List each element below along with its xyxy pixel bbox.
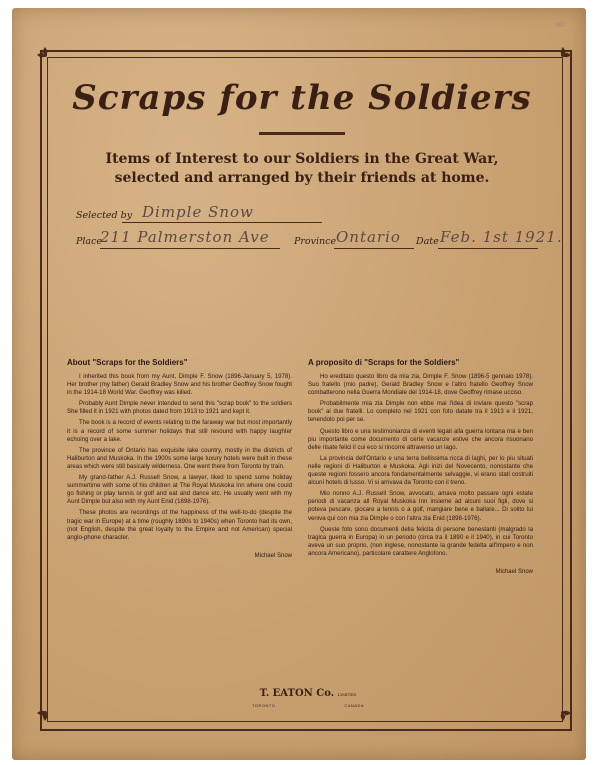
date-line <box>438 248 538 249</box>
italian-signature: Michael Snow <box>495 568 533 575</box>
province-line <box>334 248 414 249</box>
english-paragraph: These photos are recordings of the happiness of the well-to-do (despite the tragic war in Europe) at a time (roughly 1890s to 1940s) when Toronto had its own, (not English, despite the great loyalty to the Empire and not American) special anglo-phone character. <box>67 509 292 541</box>
selected-by-label: Selected by <box>76 210 133 221</box>
publisher-imprint <box>258 688 358 699</box>
fleur-corner-icon <box>34 702 56 724</box>
selected-by-line <box>122 222 322 223</box>
place-value: 211 Palmerston Ave <box>100 228 270 246</box>
english-heading: About "Scraps for the Soldiers" <box>67 358 188 367</box>
book-cover <box>12 8 586 760</box>
selected-by-value: Dimple Snow <box>142 203 254 221</box>
english-paragraph: My grand-father A.J. Russell Snow, a lawyer, liked to spend some holiday summertime with some of his children at The Royal Muskoka Inn where one could go fishing or play tennis or golf and eat and dance etc. He usually went with my Aunt Dimple but also with my Aunt Enid (1898-1976). <box>67 474 292 506</box>
date-value: Feb. 1st 1921. <box>440 228 563 246</box>
province-label: Province <box>294 236 337 247</box>
place-line <box>100 248 280 249</box>
province-value: Ontario <box>336 228 401 246</box>
fleur-corner-icon <box>552 44 574 66</box>
italian-column <box>308 358 533 579</box>
english-paragraph: The book is a record of events relating to the faraway war but most importantly it is a record of some summer holidays that still resound with happy laughter echoing over a lake. <box>67 419 292 443</box>
date-label: Date <box>416 236 439 247</box>
italian-paragraph: Questo libro e una testimonianza di eventi legati alla guerra lontana ma e ben piu importante come documento di certe vacanze estive che ancora risuonano delle risate felici il cui eco si rincorre attraverso un lago. <box>308 427 533 451</box>
english-paragraph: Probably Aunt Dimple never intended to send this "scrap book" to the soldiers She filled it in 1921 with photos dated from 1913 to 1921 and kept it. <box>67 400 292 416</box>
english-paragraph: The province of Ontario has exquisite lake country, mostly in the districts of Haliburton and Muskoka. In the 1900s some large luxury hotels were built in these areas which were still basically wilderness. One went there from Toronto by train. <box>67 446 292 470</box>
place-label: Place <box>76 236 103 247</box>
cover-title: Scraps for the Soldiers <box>72 78 532 118</box>
publisher-location <box>252 703 364 708</box>
publisher-city: TORONTO <box>252 703 276 708</box>
fleur-corner-icon <box>34 44 56 66</box>
italian-paragraph: Probabilmente mia zia Dimple non ebbe mai l'idea di inviare questo "scrap book" ai due fratelli. Lo completo nel 1921 con foto datate tra il 1913 e il 1921, tenendolo poi per se. <box>308 400 533 424</box>
title-divider <box>259 132 345 135</box>
publisher-suffix: LIMITED <box>337 692 357 697</box>
publisher-country: CANADA <box>344 703 364 708</box>
italian-paragraph: Ho ereditato questo libro da mia zia, Dimple F. Snow (1896-5 gennaio 1978). Suo fratello (mio padre), Gerald Bradley Snow e l'altro fratello Geoffrey Snow combatterono nella Guerra Mondiale del 1914-18, dove Geoffrey rimase ucciso. <box>308 373 533 397</box>
english-signature: Michael Snow <box>254 552 292 559</box>
cover-subtitle: Items of Interest to our Soldiers in the Great War, selected and arranged by their friends at home. <box>105 151 499 186</box>
italian-heading: A proposito di "Scraps for the Soldiers" <box>308 358 460 367</box>
publisher-name: T. EATON Co. <box>259 688 335 699</box>
english-paragraph: I inherited this book from my Aunt, Dimple F. Snow (1896-January 5, 1978). Her brother (my father) Gerald Bradley Snow and his brother Geoffrey Snow fought in the 1914-18 World War. Geoffrey was killed. <box>67 373 292 397</box>
italian-paragraph: Queste foto sono documenti della felicita di persone benestanti (malgrado la tragica guerra in Europa) in un periodo (circa tra il 1890 e il 1940), in cui Toronto aveva un suo proprio, (non inglese, nonostante la grande fedelta all'Impero e non ancora Americano), particolare carattere Anglofono. <box>308 525 533 557</box>
english-column <box>67 358 292 563</box>
italian-paragraph: Mio nonno A.J. Russell Snow, avvocato, amava molto passare ogni estate periodi di vacanza all Royal Muskoka Inn insieme ad alcuni suoi figli, dove si poteva pescare, giocare a tennis o a golf, mangiare bene e ballare... Di solito lui veniva qui con mia zia Dimple o con l'altra zia Enid (1898-1976). <box>308 490 533 522</box>
italian-paragraph: La provincia dell'Ontario e una terra bellissima ricca di laghi, per lo piu situati nelle regioni di Haliburton e Muskoka. Agli inizi del Novecento, nonostante che queste regioni fossero ancora fondamentalmente selvaggie, vi erano stati costruiti alcuni hotels di lusso. Vi si arrivava da Toronto con il treno. <box>308 454 533 487</box>
fleur-corner-icon <box>552 702 574 724</box>
corner-page-number: 80 <box>556 22 564 29</box>
